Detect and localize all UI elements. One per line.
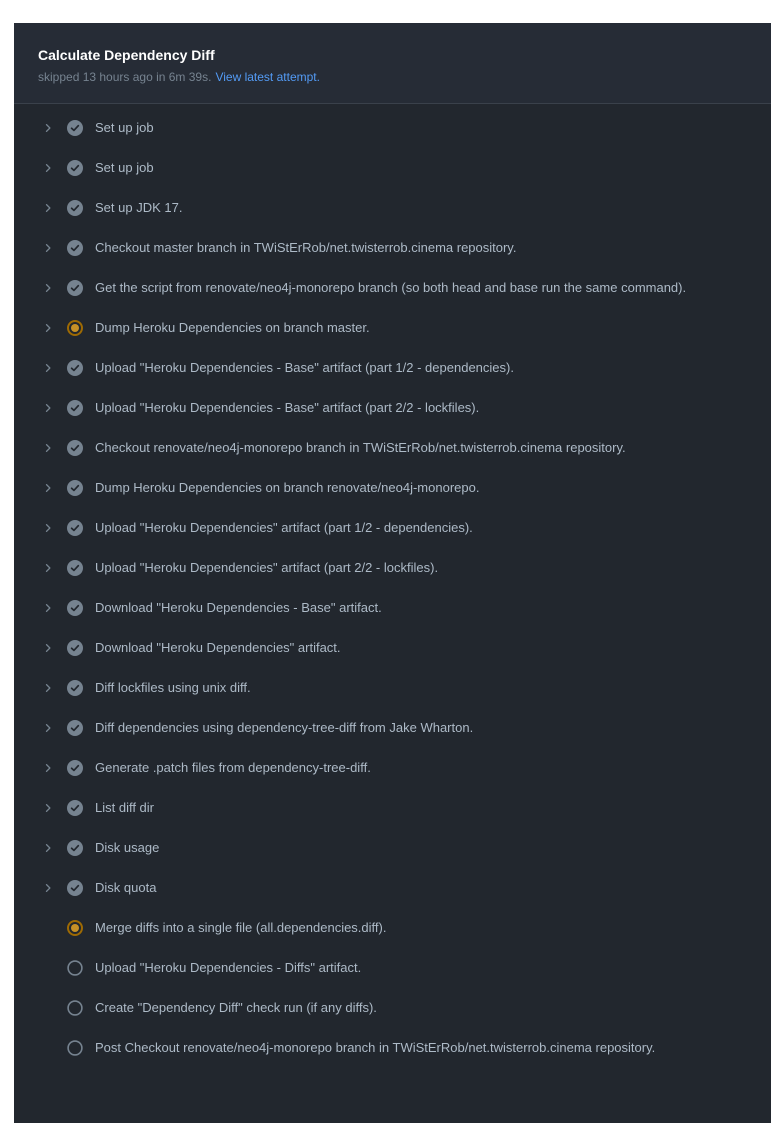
step-label: Get the script from renovate/neo4j-monorepo branch (so both head and base run the same command). (95, 280, 687, 295)
chevron-right-icon (42, 360, 54, 376)
step-label: Post Checkout renovate/neo4j-monorepo branch in TWiStErRob/net.twisterrob.cinema repository. (95, 1040, 656, 1055)
chevron-right-icon (42, 1000, 54, 1016)
steps-list (14, 104, 771, 1068)
waiting-dot-icon (67, 920, 83, 936)
step-label: Merge diffs into a single file (all.dependencies.diff). (95, 920, 387, 935)
chevron-right-icon (42, 160, 54, 176)
check-circle-icon (67, 680, 83, 696)
step-row (14, 908, 771, 948)
check-circle-icon (67, 600, 83, 616)
step-status-icon (67, 320, 83, 336)
check-circle-icon (67, 160, 83, 176)
step-status-icon (67, 560, 83, 576)
step-row[interactable] (14, 748, 771, 788)
step-label: Diff lockfiles using unix diff. (95, 680, 251, 695)
step-row[interactable] (14, 868, 771, 908)
job-title: Calculate Dependency Diff (38, 47, 215, 63)
check-circle-icon (67, 560, 83, 576)
step-status-icon (67, 440, 83, 456)
chevron-right-icon (42, 560, 54, 576)
check-circle-icon (67, 120, 83, 136)
step-label: List diff dir (95, 800, 155, 815)
step-status-icon (67, 120, 83, 136)
step-row[interactable] (14, 268, 771, 308)
queued-circle-icon (67, 1000, 83, 1016)
chevron-right-icon (42, 920, 54, 936)
step-row[interactable] (14, 228, 771, 268)
check-circle-icon (67, 240, 83, 256)
chevron-right-icon (42, 200, 54, 216)
check-circle-icon (67, 800, 83, 816)
check-circle-icon (67, 880, 83, 896)
step-status-icon (67, 800, 83, 816)
chevron-right-icon (42, 600, 54, 616)
step-label: Generate .patch files from dependency-tree-diff. (95, 760, 371, 775)
chevron-right-icon (42, 320, 54, 336)
step-status-icon (67, 760, 83, 776)
chevron-right-icon (42, 680, 54, 696)
step-label: Checkout master branch in TWiStErRob/net.twisterrob.cinema repository. (95, 240, 517, 255)
queued-circle-icon (67, 1040, 83, 1056)
step-status-icon (67, 160, 83, 176)
waiting-dot-icon (67, 320, 83, 336)
check-circle-icon (67, 480, 83, 496)
step-row[interactable] (14, 588, 771, 628)
chevron-right-icon (42, 800, 54, 816)
step-label: Dump Heroku Dependencies on branch master. (95, 320, 370, 335)
step-status-icon (67, 840, 83, 856)
chevron-right-icon (42, 880, 54, 896)
step-row (14, 1028, 771, 1068)
job-status-text: skipped 13 hours ago in 6m 39s. (38, 70, 212, 84)
step-row (14, 948, 771, 988)
check-circle-icon (67, 720, 83, 736)
step-status-icon (67, 200, 83, 216)
step-label: Set up JDK 17. (95, 200, 183, 215)
check-circle-icon (67, 200, 83, 216)
step-row[interactable] (14, 148, 771, 188)
step-label: Download "Heroku Dependencies" artifact. (95, 640, 341, 655)
check-circle-icon (67, 760, 83, 776)
step-row[interactable] (14, 308, 771, 348)
step-row[interactable] (14, 508, 771, 548)
chevron-right-icon (42, 240, 54, 256)
step-status-icon (67, 640, 83, 656)
chevron-right-icon (42, 1040, 54, 1056)
step-label: Download "Heroku Dependencies - Base" artifact. (95, 600, 382, 615)
step-status-icon (67, 680, 83, 696)
step-status-icon (67, 920, 83, 936)
chevron-right-icon (42, 840, 54, 856)
step-row[interactable] (14, 388, 771, 428)
job-run-panel (14, 23, 771, 1123)
step-row[interactable] (14, 468, 771, 508)
step-label: Upload "Heroku Dependencies" artifact (part 2/2 - lockfiles). (95, 560, 439, 575)
step-label: Upload "Heroku Dependencies - Base" artifact (part 2/2 - lockfiles). (95, 400, 480, 415)
step-row[interactable] (14, 828, 771, 868)
chevron-right-icon (42, 960, 54, 976)
step-row[interactable] (14, 348, 771, 388)
chevron-right-icon (42, 640, 54, 656)
step-row[interactable] (14, 108, 771, 148)
step-row[interactable] (14, 668, 771, 708)
job-header (14, 23, 771, 104)
step-label: Create "Dependency Diff" check run (if any diffs). (95, 1000, 377, 1015)
check-circle-icon (67, 400, 83, 416)
chevron-right-icon (42, 280, 54, 296)
step-status-icon (67, 960, 83, 976)
check-circle-icon (67, 520, 83, 536)
step-label: Upload "Heroku Dependencies" artifact (part 1/2 - dependencies). (95, 520, 473, 535)
step-status-icon (67, 240, 83, 256)
step-row[interactable] (14, 628, 771, 668)
step-status-icon (67, 1040, 83, 1056)
chevron-right-icon (42, 720, 54, 736)
check-circle-icon (67, 840, 83, 856)
check-circle-icon (67, 280, 83, 296)
job-status-line (38, 70, 747, 84)
step-label: Diff dependencies using dependency-tree-diff from Jake Wharton. (95, 720, 474, 735)
step-status-icon (67, 600, 83, 616)
step-row[interactable] (14, 708, 771, 748)
queued-circle-icon (67, 960, 83, 976)
check-circle-icon (67, 640, 83, 656)
chevron-right-icon (42, 480, 54, 496)
step-row[interactable] (14, 788, 771, 828)
step-status-icon (67, 360, 83, 376)
step-label: Checkout renovate/neo4j-monorepo branch in TWiStErRob/net.twisterrob.cinema repository. (95, 440, 626, 455)
step-label: Disk quota (95, 880, 157, 895)
step-status-icon (67, 880, 83, 896)
step-status-icon (67, 480, 83, 496)
step-label: Set up job (95, 120, 154, 135)
step-row (14, 988, 771, 1028)
step-label: Upload "Heroku Dependencies - Base" artifact (part 1/2 - dependencies). (95, 360, 514, 375)
chevron-right-icon (42, 120, 54, 136)
step-label: Set up job (95, 160, 154, 175)
step-status-icon (67, 1000, 83, 1016)
step-status-icon (67, 400, 83, 416)
chevron-right-icon (42, 400, 54, 416)
step-status-icon (67, 520, 83, 536)
chevron-right-icon (42, 440, 54, 456)
step-row[interactable] (14, 188, 771, 228)
chevron-right-icon (42, 520, 54, 536)
chevron-right-icon (42, 760, 54, 776)
check-circle-icon (67, 440, 83, 456)
step-status-icon (67, 720, 83, 736)
step-label: Upload "Heroku Dependencies - Diffs" artifact. (95, 960, 362, 975)
step-status-icon (67, 280, 83, 296)
step-row[interactable] (14, 428, 771, 468)
check-circle-icon (67, 360, 83, 376)
view-latest-attempt-link[interactable]: View latest attempt. (215, 70, 320, 84)
step-row[interactable] (14, 548, 771, 588)
step-label: Disk usage (95, 840, 160, 855)
step-label: Dump Heroku Dependencies on branch renovate/neo4j-monorepo. (95, 480, 480, 495)
